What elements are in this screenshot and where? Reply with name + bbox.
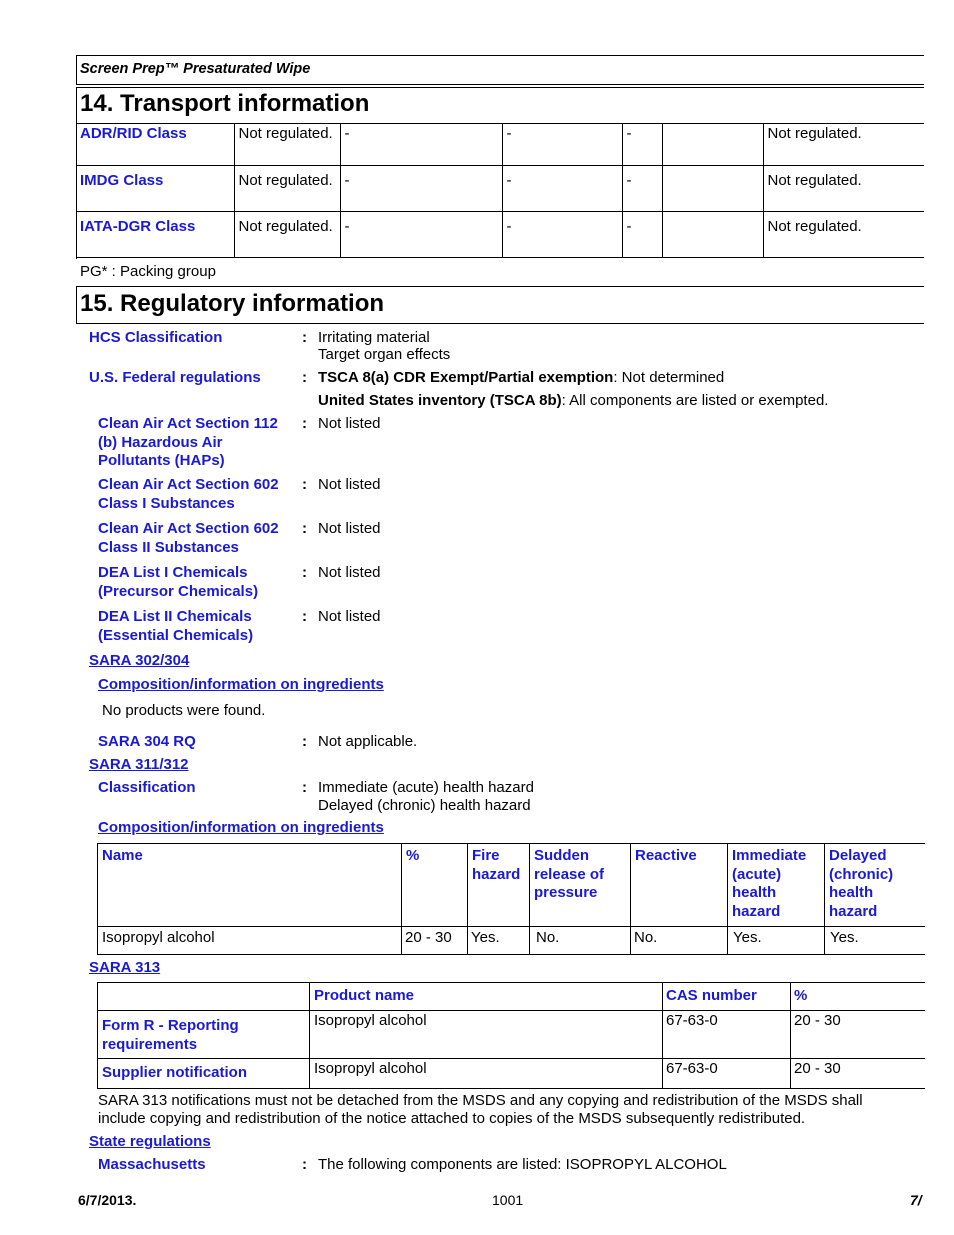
hcs-value-1: Irritating material	[318, 329, 430, 346]
transport-row	[76, 123, 924, 165]
sara-313-header-row	[98, 983, 925, 1011]
massachusetts-value: The following components are listed: ISOPROPYL ALCOHOL	[318, 1156, 727, 1173]
sara-313-row-label: Supplier notification	[98, 1059, 310, 1089]
transport-cell: -	[340, 123, 502, 165]
no-products-text: No products were found.	[102, 702, 266, 719]
sara-313-header-blank	[98, 983, 310, 1011]
hazard-cell: No.	[530, 927, 631, 955]
transport-cell: -	[502, 211, 622, 257]
transport-cell: -	[622, 211, 662, 257]
caa-602-class-i-value: Not listed	[318, 476, 381, 493]
hazard-cell: No.	[631, 927, 728, 955]
transport-label: ADR/RID Class	[76, 123, 234, 165]
hazard-header-percent: %	[402, 844, 468, 927]
transport-cell: -	[340, 211, 502, 257]
colon: :	[302, 733, 307, 750]
tsca-cdr-value: : Not determined	[613, 369, 725, 386]
hazard-header-delayed: Delayed (chronic) health hazard	[825, 844, 925, 927]
hazard-header-name: Name	[98, 844, 402, 927]
caa-112-value: Not listed	[318, 415, 381, 432]
transport-cell: Not regulated.	[234, 123, 340, 165]
transport-row	[76, 165, 924, 211]
sec15-left-rule	[76, 286, 77, 324]
hazard-header-fire: Fire hazard	[468, 844, 530, 927]
dea-list-ii-value: Not listed	[318, 608, 381, 625]
hazard-cell: Yes.	[468, 927, 530, 955]
tsca-inventory-value: : All components are listed or exempted.	[561, 392, 829, 409]
sara-313-header-percent: %	[791, 983, 925, 1011]
hazard-header-reactive: Reactive	[631, 844, 728, 927]
sara-313-link[interactable]: SARA 313	[89, 959, 161, 976]
composition-ingredients-link-2[interactable]: Composition/information on ingredients	[98, 819, 384, 836]
sec14-title: 14. Transport information	[80, 90, 370, 117]
transport-cell: Not regulated.	[763, 211, 924, 257]
table-row	[98, 1059, 925, 1089]
caa-602-class-ii-value: Not listed	[318, 520, 381, 537]
colon: :	[302, 476, 307, 493]
transport-cell	[662, 211, 763, 257]
dea-list-i-value: Not listed	[318, 564, 381, 581]
caa-602-class-ii-label: Clean Air Act Section 602 Class II Substances	[98, 520, 279, 556]
sara-313-cell: Isopropyl alcohol	[310, 1059, 663, 1089]
transport-table	[76, 123, 924, 258]
sara-302-304-link[interactable]: SARA 302/304	[89, 652, 190, 669]
sara-304-rq-value: Not applicable.	[318, 733, 418, 750]
transport-cell	[662, 123, 763, 165]
header-bottom-rule	[76, 84, 924, 85]
classification-value-2: Delayed (chronic) health hazard	[318, 797, 531, 814]
sec15-top-rule	[76, 286, 924, 287]
colon: :	[302, 608, 307, 625]
colon: :	[302, 779, 307, 796]
hazard-header-row	[98, 844, 925, 927]
colon: :	[302, 329, 307, 346]
sec15-title: 15. Regulatory information	[80, 290, 385, 317]
footer-date: 6/7/2013.	[78, 1192, 137, 1208]
hazard-header-immediate: Immediate (acute) health hazard	[728, 844, 825, 927]
sara-313-cell: 67-63-0	[663, 1011, 791, 1059]
caa-112-label: Clean Air Act Section 112 (b) Hazardous Air Pollutants (HAPs)	[98, 415, 278, 469]
hazard-cell: Isopropyl alcohol	[98, 927, 402, 955]
header-left-rule	[76, 55, 77, 85]
tsca-cdr-line	[318, 369, 724, 387]
sara-313-cell: 20 - 30	[791, 1059, 925, 1089]
footer-code: 1001	[492, 1192, 524, 1208]
transport-cell: -	[622, 165, 662, 211]
sara-313-cell: 20 - 30	[791, 1011, 925, 1059]
sara-313-note: SARA 313 notifications must not be detached from the MSDS and any copying and redistribution of the MSDS shall include copying and redistribution of the notice attached to copies of the MSDS subsequently redistributed.	[98, 1092, 863, 1127]
tsca-inventory-heading: United States inventory (TSCA 8b)	[318, 392, 562, 409]
transport-cell: Not regulated.	[763, 123, 924, 165]
hazard-cell: 20 - 30	[402, 927, 468, 955]
hazard-cell: Yes.	[728, 927, 825, 955]
colon: :	[302, 564, 307, 581]
hazard-header-pressure: Sudden release of pressure	[530, 844, 631, 927]
footer-page: 7/	[910, 1192, 922, 1208]
table-row	[98, 1011, 925, 1059]
tsca-cdr-heading: TSCA 8(a) CDR Exempt/Partial exemption	[318, 369, 614, 386]
dea-list-i-label: DEA List I Chemicals (Precursor Chemicals)	[98, 564, 259, 600]
dea-list-ii-label: DEA List II Chemicals (Essential Chemicals)	[98, 608, 254, 644]
colon: :	[302, 520, 307, 537]
packing-group-footnote: PG* : Packing group	[80, 263, 216, 280]
caa-602-class-i-label: Clean Air Act Section 602 Class I Substances	[98, 476, 279, 512]
tsca-inventory-line	[318, 392, 828, 410]
colon: :	[302, 369, 307, 386]
composition-ingredients-link-1[interactable]: Composition/information on ingredients	[98, 676, 384, 693]
transport-cell: -	[340, 165, 502, 211]
sec15-title-rule	[76, 323, 924, 324]
colon: :	[302, 415, 307, 432]
sara-313-cell: 67-63-0	[663, 1059, 791, 1089]
sara-313-header-cas: CAS number	[663, 983, 791, 1011]
header-top-rule	[76, 55, 924, 56]
sara-313-row-label: Form R - Reporting requirements	[98, 1011, 310, 1059]
sec14-top-rule	[76, 87, 924, 88]
sara-304-rq-label: SARA 304 RQ	[98, 733, 196, 750]
transport-row	[76, 211, 924, 257]
hcs-classification-label: HCS Classification	[89, 329, 223, 346]
transport-cell: -	[502, 165, 622, 211]
transport-cell	[662, 165, 763, 211]
document-title: Screen Prep™ Presaturated Wipe	[80, 61, 311, 77]
table-row	[98, 927, 925, 955]
sara-311-312-link[interactable]: SARA 311/312	[89, 756, 189, 773]
state-regulations-link[interactable]: State regulations	[89, 1133, 211, 1150]
transport-cell: -	[622, 123, 662, 165]
transport-label: IMDG Class	[76, 165, 234, 211]
sara-313-table	[97, 982, 925, 1089]
transport-cell: Not regulated.	[234, 211, 340, 257]
hazard-cell: Yes.	[825, 927, 925, 955]
massachusetts-label: Massachusetts	[98, 1156, 206, 1173]
sara-313-header-product: Product name	[310, 983, 663, 1011]
classification-label: Classification	[98, 779, 196, 796]
classification-value-1: Immediate (acute) health hazard	[318, 779, 534, 796]
colon: :	[302, 1156, 307, 1173]
federal-regulations-label: U.S. Federal regulations	[89, 369, 261, 386]
transport-cell: Not regulated.	[234, 165, 340, 211]
transport-label: IATA-DGR Class	[76, 211, 234, 257]
hazard-table	[97, 843, 925, 955]
transport-cell: Not regulated.	[763, 165, 924, 211]
sara-313-cell: Isopropyl alcohol	[310, 1011, 663, 1059]
transport-cell: -	[502, 123, 622, 165]
hcs-value-2: Target organ effects	[318, 346, 451, 363]
